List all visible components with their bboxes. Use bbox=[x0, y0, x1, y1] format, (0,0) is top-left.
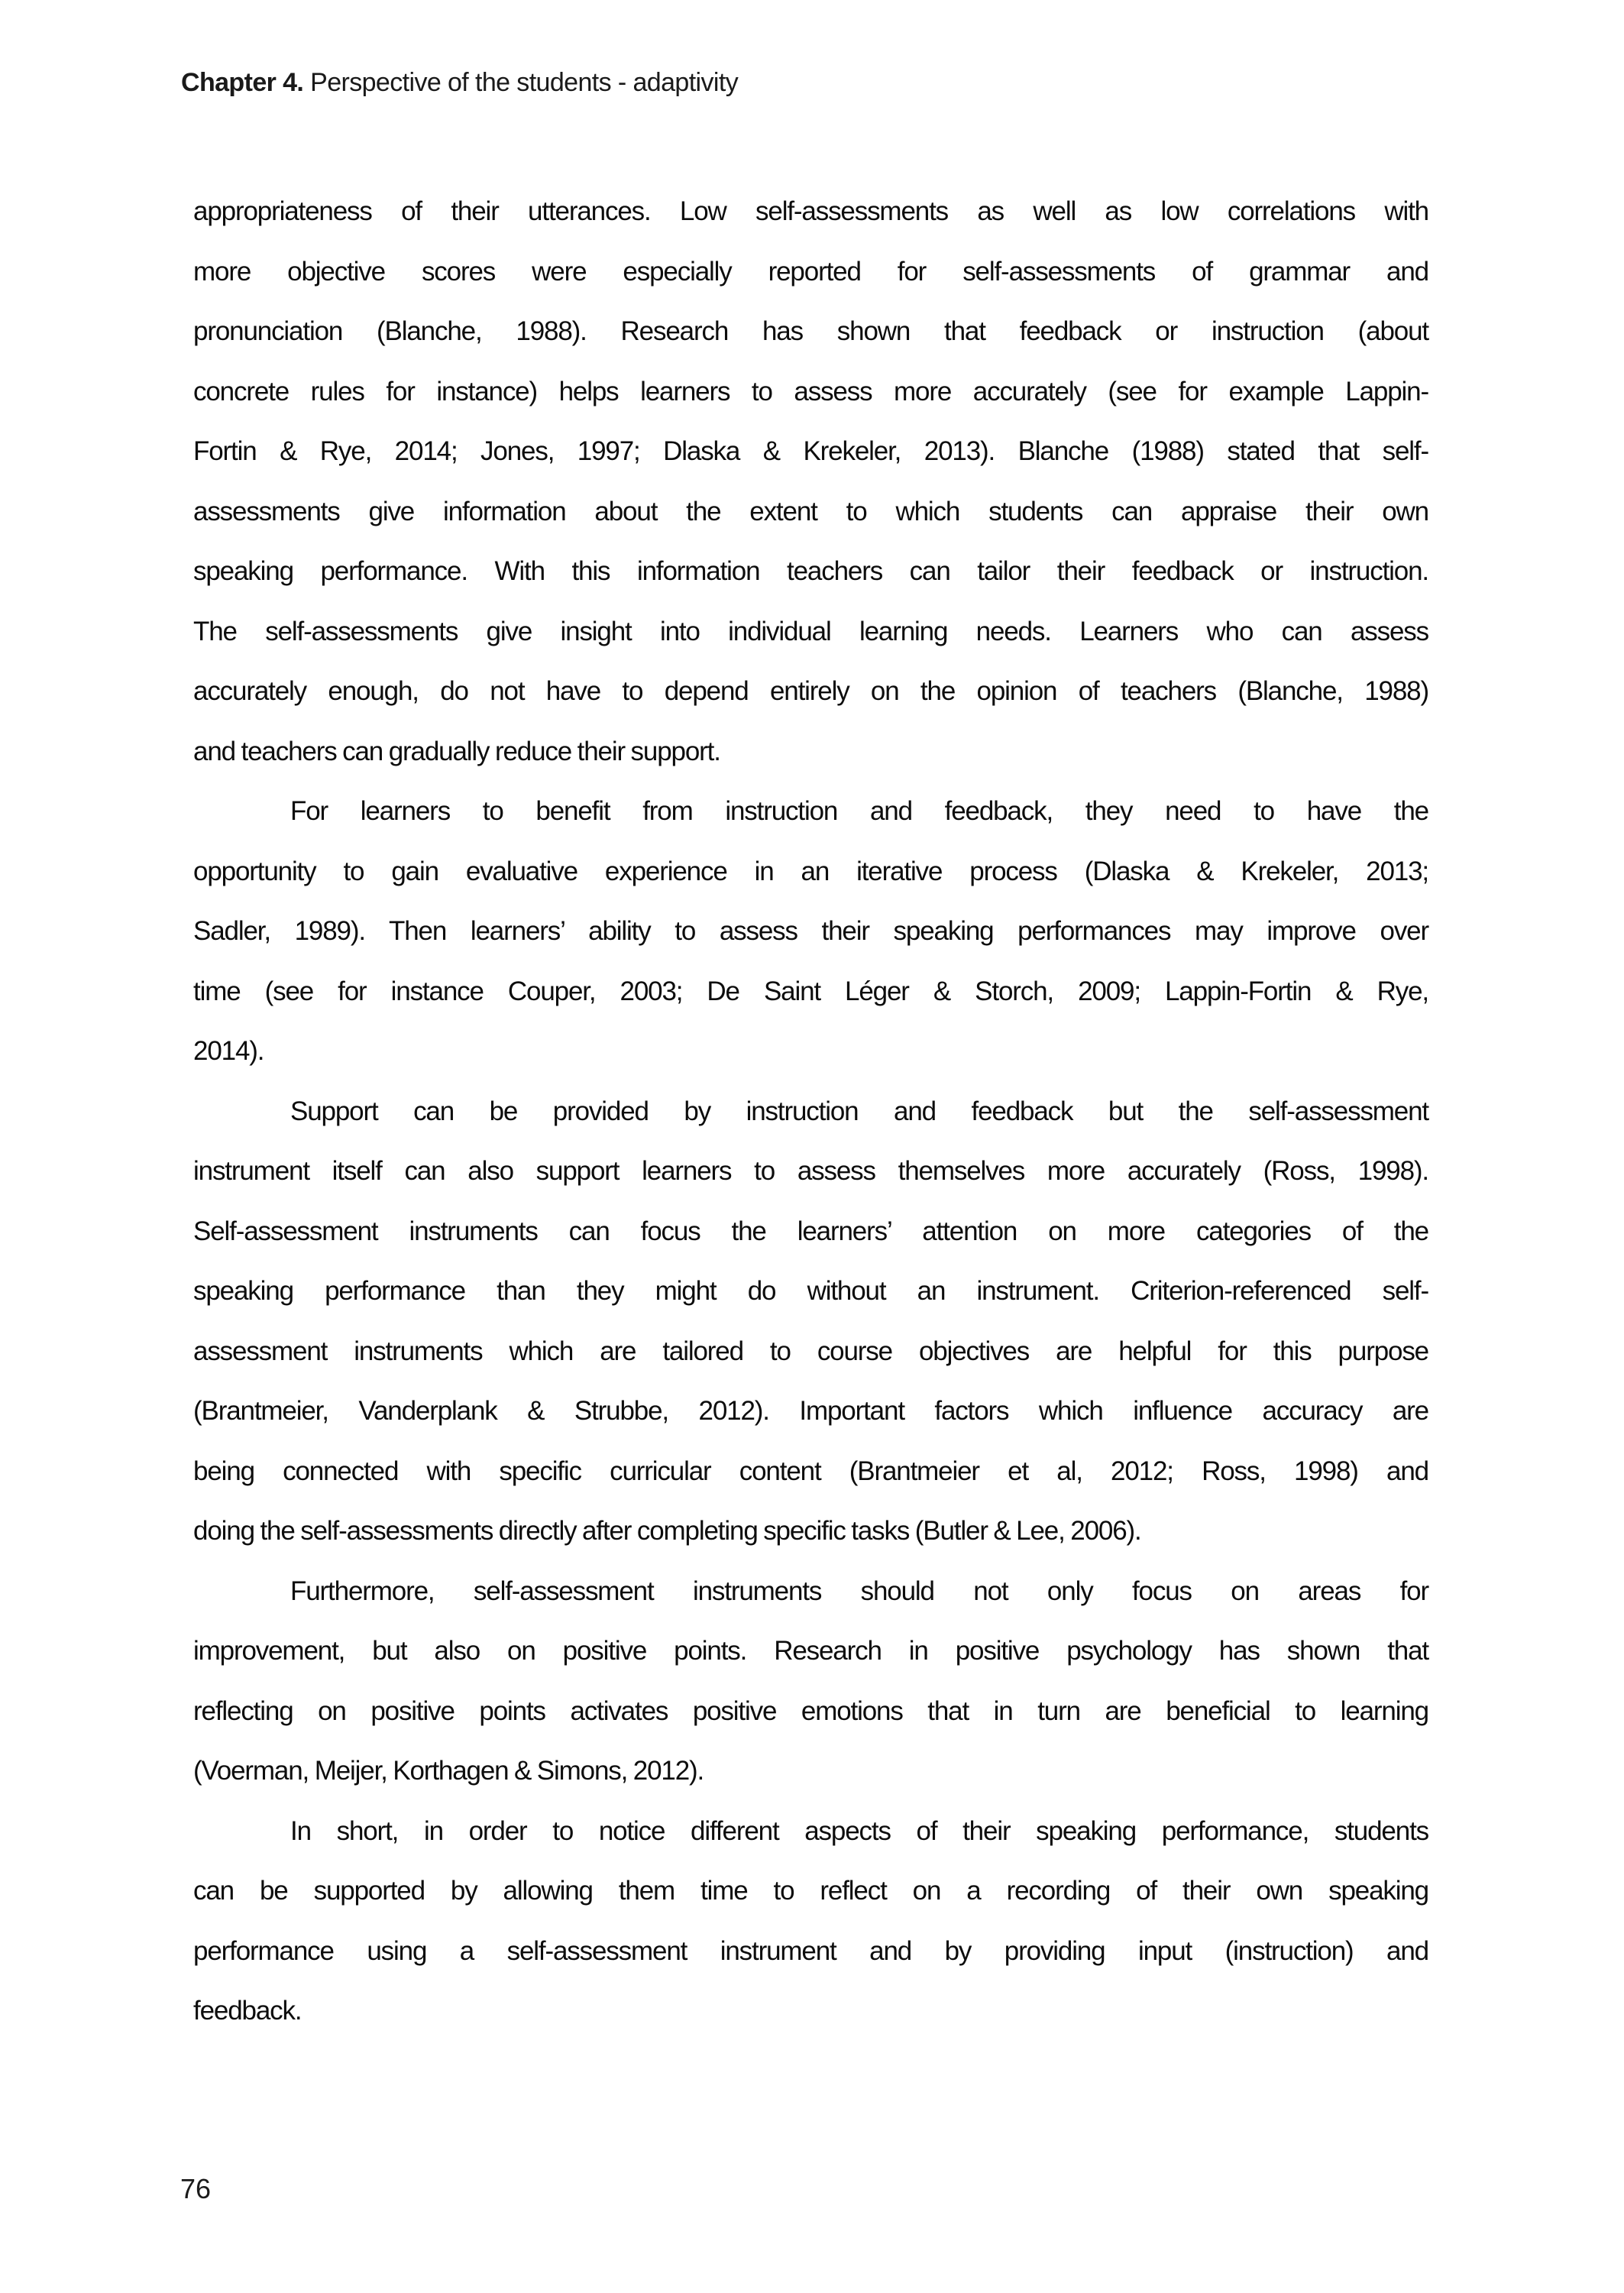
text-line: assessment instruments which are tailored to course objectives are helpful for this purpose bbox=[193, 1336, 1428, 1366]
text-line: being connected with specific curricular content (Brantmeier et al, 2012; Ross, 1998) and bbox=[193, 1456, 1428, 1486]
text-line: In short, in order to notice different aspects of their speaking performance, students bbox=[290, 1815, 1428, 1846]
text-line: speaking performance. With this information teachers can tailor their feedback or instruction. bbox=[193, 556, 1428, 586]
text-line: speaking performance than they might do without an instrument. Criterion-referenced self- bbox=[193, 1276, 1428, 1306]
text-line: and teachers can gradually reduce their support. bbox=[193, 736, 720, 766]
text-line: concrete rules for instance) helps learners to assess more accurately (see for example Lappin- bbox=[193, 376, 1428, 406]
text-line: Support can be provided by instruction and feedback but the self-assessment bbox=[290, 1096, 1428, 1126]
text-line: feedback. bbox=[193, 1996, 302, 2026]
chapter-title: Perspective of the students - adaptivity bbox=[303, 68, 739, 97]
text-line: The self-assessments give insight into individual learning needs. Learners who can assess bbox=[193, 616, 1428, 646]
paragraph-5 bbox=[193, 1814, 1428, 2054]
text-line: Fortin & Rye, 2014; Jones, 1997; Dlaska & Krekeler, 2013). Blanche (1988) stated that self- bbox=[193, 436, 1428, 466]
text-line: more objective scores were especially reported for self-assessments of grammar and bbox=[193, 256, 1428, 287]
text-line: For learners to benefit from instruction and feedback, they need to have the bbox=[290, 796, 1428, 826]
text-line: Self-assessment instruments can focus the learners’ attention on more categories of the bbox=[193, 1216, 1428, 1246]
paragraph-1 bbox=[193, 194, 1428, 794]
text-line: opportunity to gain evaluative experience in an iterative process (Dlaska & Krekeler, 2013; bbox=[193, 856, 1428, 886]
page-number: 76 bbox=[180, 2173, 212, 2204]
text-line: (Voerman, Meijer, Korthagen & Simons, 2012). bbox=[193, 1756, 704, 1786]
text-line: time (see for instance Couper, 2003; De Saint Léger & Storch, 2009; Lappin-Fortin & Rye, bbox=[193, 976, 1428, 1006]
chapter-label: Chapter 4. bbox=[181, 68, 304, 97]
text-line: 2014). bbox=[193, 1036, 264, 1066]
text-line: (Brantmeier, Vanderplank & Strubbe, 2012). Important factors which influence accuracy are bbox=[193, 1396, 1428, 1426]
text-line: instrument itself can also support learners to assess themselves more accurately (Ross, 1998). bbox=[193, 1156, 1428, 1186]
text-line: doing the self-assessments directly after completing specific tasks (Butler & Lee, 2006). bbox=[193, 1516, 1141, 1546]
running-header bbox=[181, 67, 738, 98]
text-line: Sadler, 1989). Then learners’ ability to assess their speaking performances may improve over bbox=[193, 916, 1428, 946]
text-line: improvement, but also on positive points. Research in positive psychology has shown that bbox=[193, 1636, 1428, 1666]
paragraph-3 bbox=[193, 1094, 1428, 1574]
paragraph-4 bbox=[193, 1574, 1428, 1814]
text-line: pronunciation (Blanche, 1988). Research has shown that feedback or instruction (about bbox=[193, 316, 1428, 346]
paragraph-2 bbox=[193, 794, 1428, 1094]
text-line: accurately enough, do not have to depend entirely on the opinion of teachers (Blanche, 1988) bbox=[193, 676, 1428, 706]
text-line: can be supported by allowing them time to reflect on a recording of their own speaking bbox=[193, 1876, 1428, 1906]
text-line: performance using a self-assessment instrument and by providing input (instruction) and bbox=[193, 1935, 1428, 1966]
text-line: assessments give information about the extent to which students can appraise their own bbox=[193, 496, 1428, 526]
text-line: reflecting on positive points activates positive emotions that in turn are beneficial to learning bbox=[193, 1695, 1428, 1726]
body-text bbox=[193, 194, 1428, 2054]
text-line: appropriateness of their utterances. Low self-assessments as well as low correlations with bbox=[193, 196, 1428, 226]
text-line: Furthermore, self-assessment instruments should not only focus on areas for bbox=[290, 1576, 1428, 1606]
